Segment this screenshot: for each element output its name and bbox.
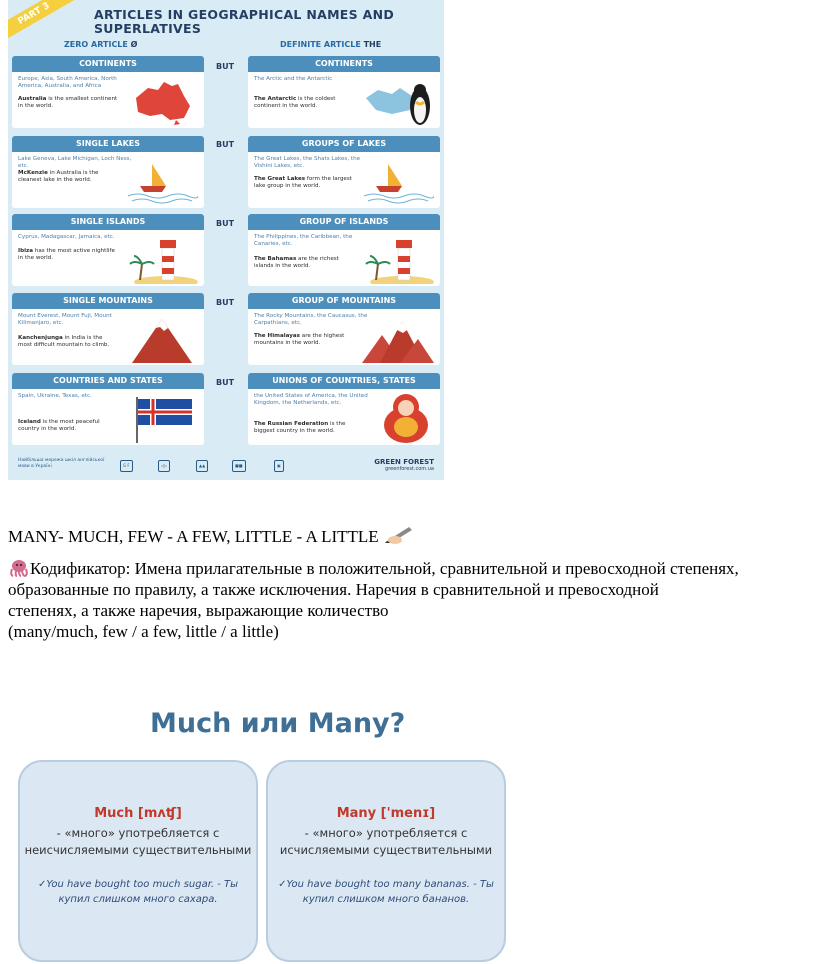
- partner-logo: ▲▲: [196, 460, 208, 472]
- slide-title: Much или Many?: [150, 708, 406, 739]
- card-groups-of-lakes: GROUPS OF LAKES The Great Lakes, the Shats Lakes, the Vishini Lakes, etc. The Great Lakes form the largest lake group in the world.: [248, 136, 440, 208]
- poster-title: ARTICLES IN GEOGRAPHICAL NAMES AND SUPERLATIVES: [94, 7, 395, 36]
- sailboat-icon: [362, 156, 434, 206]
- much-word: Much [mʌʧ]: [94, 806, 182, 821]
- mountains-icon: [362, 313, 434, 363]
- part-ribbon: PART 3: [8, 0, 80, 45]
- but-label: BUT: [216, 378, 235, 387]
- card-group-of-mountains: GROUP OF MOUNTAINS The Rocky Mountains, the Caucasus, the Carpathians, etc. The Himalayas are the highest mountains in the world.: [248, 293, 440, 365]
- card-unions-of-countries: UNIONS OF COUNTRIES, STATES the United States of America, the United Kingdom, the Netherlands, etc. The Russian Federation is the biggest country in the world.: [248, 373, 440, 445]
- footer-note: Найбільша мережа шкіл англійської мови в Україні: [18, 458, 105, 469]
- much-description: - «много» употребляется с неисчисляемыми существительными: [24, 826, 252, 857]
- card-single-islands: SINGLE ISLANDS Cyprus, Madagascar, Jamaica, etc. Ibiza has the most active nightlife in the world.: [12, 214, 204, 286]
- partner-logo: ◁▷: [158, 460, 170, 472]
- but-label: BUT: [216, 62, 235, 71]
- many-card: [266, 760, 506, 962]
- many-word: Many ['menɪ]: [336, 806, 436, 821]
- iceland-flag-icon: [126, 393, 198, 443]
- card-continents-the: CONTINENTS The Arctic and the Antarctic The Antarctic is the coldest continent in the world.: [248, 56, 440, 128]
- octopus-icon: [8, 559, 30, 577]
- definite-article-heading: DEFINITE ARTICLE THE: [280, 40, 382, 49]
- card-continents-zero: CONTINENTS Europe, Asia, South America, North America, Australia, and Africa Australia is the smallest continent in the world.: [12, 56, 204, 128]
- brand-logo: GREEN FOREST greenforest.com.ua: [374, 458, 434, 472]
- card-single-mountains: SINGLE MOUNTAINS Mount Everest, Mount Fuji, Mount Kilimanjaro, etc. Kanchenjunga in India is the most difficult mountain to climb.: [12, 293, 204, 365]
- partner-logo: G F: [120, 460, 133, 472]
- penguin-icon: [362, 76, 434, 126]
- many-description: - «много» употребляется с исчисляемыми существительными: [279, 826, 493, 857]
- partner-logo: ▣: [274, 460, 284, 472]
- lighthouse-icon: [126, 234, 198, 284]
- section-heading: MANY- MUCH, FEW - A FEW, LITTLE - A LITTLE: [8, 525, 415, 547]
- partner-logo: ■■: [232, 460, 246, 472]
- zero-article-heading: ZERO ARTICLE Ø: [64, 40, 138, 49]
- australia-map-icon: [126, 76, 198, 126]
- but-label: BUT: [216, 219, 235, 228]
- much-example: ✓You have bought too much sugar. - Ты купил слишком много сахара.: [37, 879, 239, 905]
- lighthouse-icon: [362, 234, 434, 284]
- sailboat-icon: [126, 156, 198, 206]
- much-card: [18, 760, 258, 962]
- card-group-of-islands: GROUP OF ISLANDS The Philippines, the Caribbean, the Canaries, etc. The Bahamas are the richest islands in the world.: [248, 214, 440, 286]
- but-label: BUT: [216, 140, 235, 149]
- codifier-paragraph: Кодификатор: Имена прилагательные в положительной, сравнительной и превосходной степенях, образованные по правилу, а также исключения. Наречия в сравнительной и превосходной степенях, а также наречия, выражающие количество (many/much, few / a few, little / a little): [8, 559, 739, 641]
- but-label: BUT: [216, 298, 235, 307]
- card-countries-states: COUNTRIES AND STATES Spain, Ukraine, Texas, etc. Iceland is the most peaceful country in the world.: [12, 373, 204, 445]
- many-example: ✓You have bought too many bananas. - Ты купил слишком много бананов.: [278, 879, 494, 905]
- card-single-lakes: SINGLE LAKES Lake Geneva, Lake Michigan, Loch Ness, etc. McKenzie in Australia is the cleanest lake in the world.: [12, 136, 204, 208]
- infographic-poster: [8, 0, 444, 480]
- mountain-icon: [126, 313, 198, 363]
- poster-footer: [8, 452, 444, 480]
- matryoshka-icon: [362, 393, 434, 443]
- writing-hand-icon: [383, 525, 415, 545]
